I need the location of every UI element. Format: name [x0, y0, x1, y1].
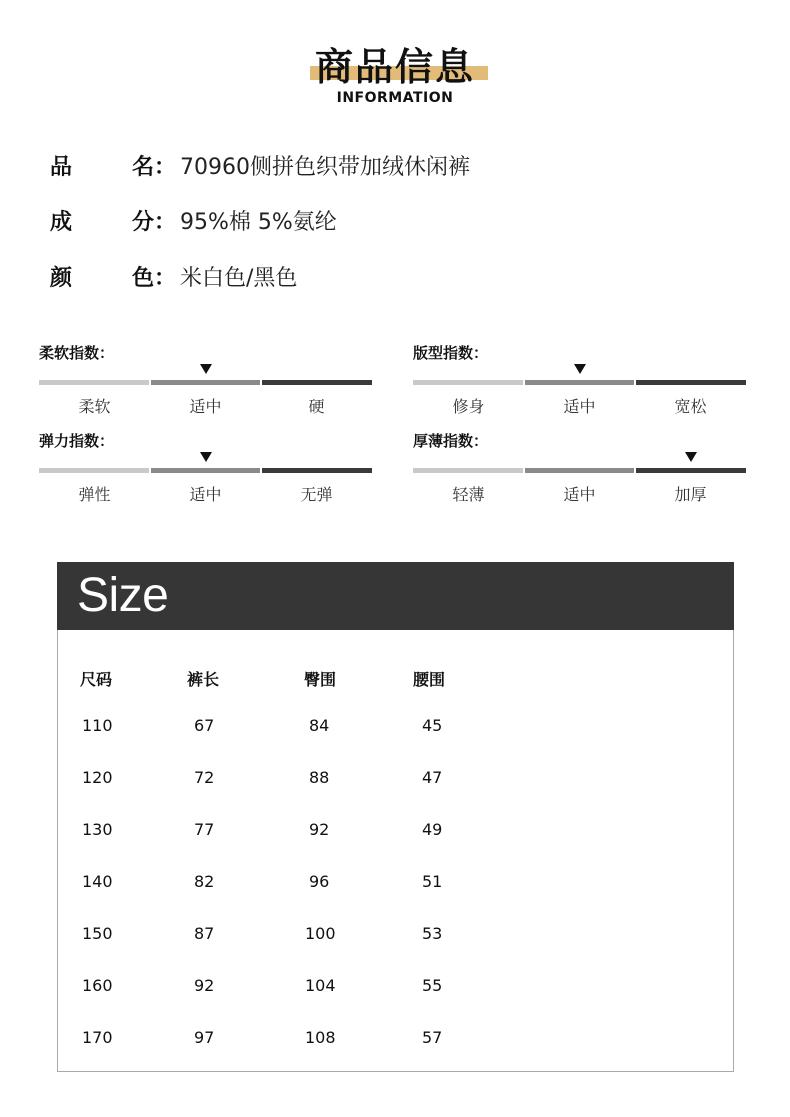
- index-option: 适中: [189, 397, 222, 416]
- index-labels: [39, 394, 372, 417]
- index-title: 厚薄指数：: [413, 432, 489, 450]
- scale-segment: [39, 380, 149, 385]
- index-scale-bar: [39, 468, 372, 473]
- info-label-char: 品: [50, 154, 73, 180]
- table-cell: 104: [305, 976, 336, 995]
- index-title: 版型指数：: [413, 344, 489, 362]
- index-option: 宽松: [674, 397, 707, 416]
- scale-segment: [636, 380, 746, 385]
- table-cell: 170: [82, 1028, 113, 1047]
- table-cell: 88: [309, 768, 330, 787]
- table-cell: 77: [194, 820, 215, 839]
- info-value: 95%棉 5%氨纶: [180, 209, 337, 235]
- index-option: 适中: [563, 397, 596, 416]
- table-cell: 82: [194, 872, 215, 891]
- index-scale-bar: [413, 468, 746, 473]
- info-colon: ：: [154, 154, 177, 180]
- pointer-icon: [200, 452, 212, 462]
- info-row-composition: [50, 200, 337, 240]
- table-cell: 55: [422, 976, 443, 995]
- index-option: 加厚: [674, 485, 707, 504]
- pointer-icon: [574, 364, 586, 374]
- table-cell: 72: [194, 768, 215, 787]
- size-table: [57, 562, 734, 1072]
- index-option: 适中: [563, 485, 596, 504]
- table-cell: 87: [194, 924, 215, 943]
- table-cell: 110: [82, 716, 113, 735]
- scale-segment: [262, 468, 372, 473]
- table-cell: 84: [309, 716, 330, 735]
- index-option: 轻薄: [452, 485, 485, 504]
- table-cell: 140: [82, 872, 113, 891]
- scale-segment: [525, 380, 635, 385]
- index-title: 弹力指数：: [39, 432, 115, 450]
- table-cell: 160: [82, 976, 113, 995]
- table-cell: 51: [422, 872, 443, 891]
- column-header: 臀围: [304, 670, 337, 689]
- column-header: 裤长: [187, 670, 220, 689]
- scale-segment: [413, 380, 523, 385]
- info-label-char: 名: [131, 154, 154, 180]
- info-value: 米白色/黑色: [180, 265, 298, 291]
- index-scale-bar: [413, 380, 746, 385]
- index-option: 无弹: [300, 485, 333, 504]
- scale-segment: [413, 468, 523, 473]
- info-label: [50, 261, 154, 292]
- info-row-name: [50, 145, 470, 185]
- info-label-char: 颜: [50, 265, 73, 291]
- table-cell: 92: [194, 976, 215, 995]
- thickness-index: [413, 430, 746, 510]
- scale-segment: [525, 468, 635, 473]
- info-value: 70960侧拼色织带加绒休闲裤: [180, 154, 471, 180]
- scale-segment: [39, 468, 149, 473]
- index-labels: [413, 394, 746, 417]
- index-option: 修身: [452, 397, 485, 416]
- size-table-header: [57, 562, 734, 630]
- index-option: 硬: [308, 397, 325, 416]
- table-cell: 47: [422, 768, 443, 787]
- table-cell: 57: [422, 1028, 443, 1047]
- fit-index: [413, 342, 746, 422]
- table-cell: 120: [82, 768, 113, 787]
- info-label-char: 色: [131, 265, 154, 291]
- index-title: 柔软指数：: [39, 344, 115, 362]
- index-option: 柔软: [78, 397, 111, 416]
- info-row-color: [50, 256, 297, 296]
- table-cell: 67: [194, 716, 215, 735]
- table-cell: 150: [82, 924, 113, 943]
- softness-index: [39, 342, 372, 422]
- scale-segment: [151, 468, 261, 473]
- table-cell: 92: [309, 820, 330, 839]
- table-cell: 97: [194, 1028, 215, 1047]
- info-colon: ：: [154, 209, 177, 235]
- scale-segment: [262, 380, 372, 385]
- index-option: 适中: [189, 485, 222, 504]
- page-title: 商品信息: [314, 45, 475, 89]
- size-heading: Size: [77, 569, 169, 622]
- section-header: [0, 36, 790, 116]
- table-cell: 49: [422, 820, 443, 839]
- info-label-char: 成: [50, 209, 73, 235]
- elasticity-index: [39, 430, 372, 510]
- scale-segment: [151, 380, 261, 385]
- table-cell: 108: [305, 1028, 336, 1047]
- table-cell: 100: [305, 924, 336, 943]
- index-labels: [39, 482, 372, 505]
- info-colon: ：: [154, 265, 177, 291]
- table-cell: 45: [422, 716, 443, 735]
- pointer-icon: [685, 452, 697, 462]
- table-cell: 130: [82, 820, 113, 839]
- index-option: 弹性: [78, 485, 111, 504]
- column-header: 尺码: [80, 670, 113, 689]
- table-cell: 53: [422, 924, 443, 943]
- info-label: [50, 150, 154, 181]
- index-scale-bar: [39, 380, 372, 385]
- page-subtitle: INFORMATION: [336, 90, 454, 106]
- table-cell: 96: [309, 872, 330, 891]
- pointer-icon: [200, 364, 212, 374]
- info-label-char: 分: [131, 209, 154, 235]
- column-header: 腰围: [413, 670, 446, 689]
- info-label: [50, 205, 154, 236]
- scale-segment: [636, 468, 746, 473]
- index-labels: [413, 482, 746, 505]
